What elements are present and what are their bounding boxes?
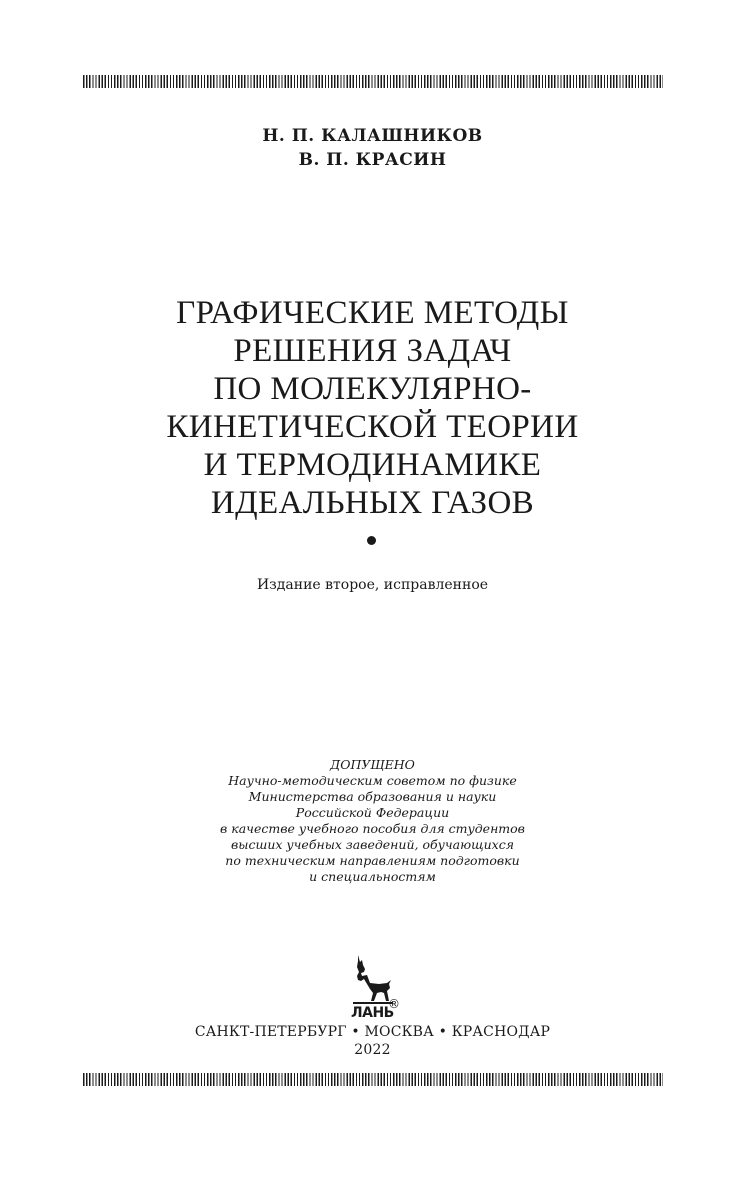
publication-year: 2022: [354, 1042, 391, 1058]
approval-line: ДОПУЩЕНО: [330, 757, 415, 772]
book-title: [0, 294, 745, 522]
title-line: ГРАФИЧЕСКИЕ МЕТОДЫ: [176, 295, 569, 331]
bullet-separator: [367, 536, 376, 545]
approval-line: и специальностям: [309, 869, 436, 884]
approval-line: в качестве учебного пособия для студентов: [220, 821, 525, 836]
approval-line: высших учебных заведений, обучающихся: [231, 837, 514, 852]
approval-line: Научно-методическим советом по физике: [228, 773, 517, 788]
approval-line: по техническим направлениям подготовки: [225, 853, 520, 868]
authors-block: [0, 124, 745, 172]
author-name: В. П. КРАСИН: [298, 150, 447, 170]
approval-block: [0, 757, 745, 885]
title-line: РЕШЕНИЯ ЗАДАЧ: [233, 333, 512, 369]
approval-line: Министерства образования и науки: [248, 789, 497, 804]
registered-mark: ®: [388, 997, 400, 1011]
title-line: КИНЕТИЧЕСКОЙ ТЕОРИИ: [166, 409, 579, 445]
approval-line: Российской Федерации: [295, 805, 450, 820]
edition-note: Издание второе, исправленное: [256, 577, 489, 593]
publisher-logo-text: ЛАНЬ: [351, 1005, 394, 1021]
title-line: ПО МОЛЕКУЛЯРНО-: [213, 371, 532, 407]
top-decorative-rule: [83, 75, 663, 88]
publisher-cities: САНКТ-ПЕТЕРБУРГ • МОСКВА • КРАСНОДАР: [194, 1024, 551, 1040]
bottom-decorative-rule: [83, 1073, 663, 1086]
author-name: Н. П. КАЛАШНИКОВ: [262, 126, 483, 146]
imprint-block: [0, 1023, 745, 1059]
title-line: ИДЕАЛЬНЫХ ГАЗОВ: [210, 485, 535, 521]
title-line: И ТЕРМОДИНАМИКЕ: [203, 447, 542, 483]
